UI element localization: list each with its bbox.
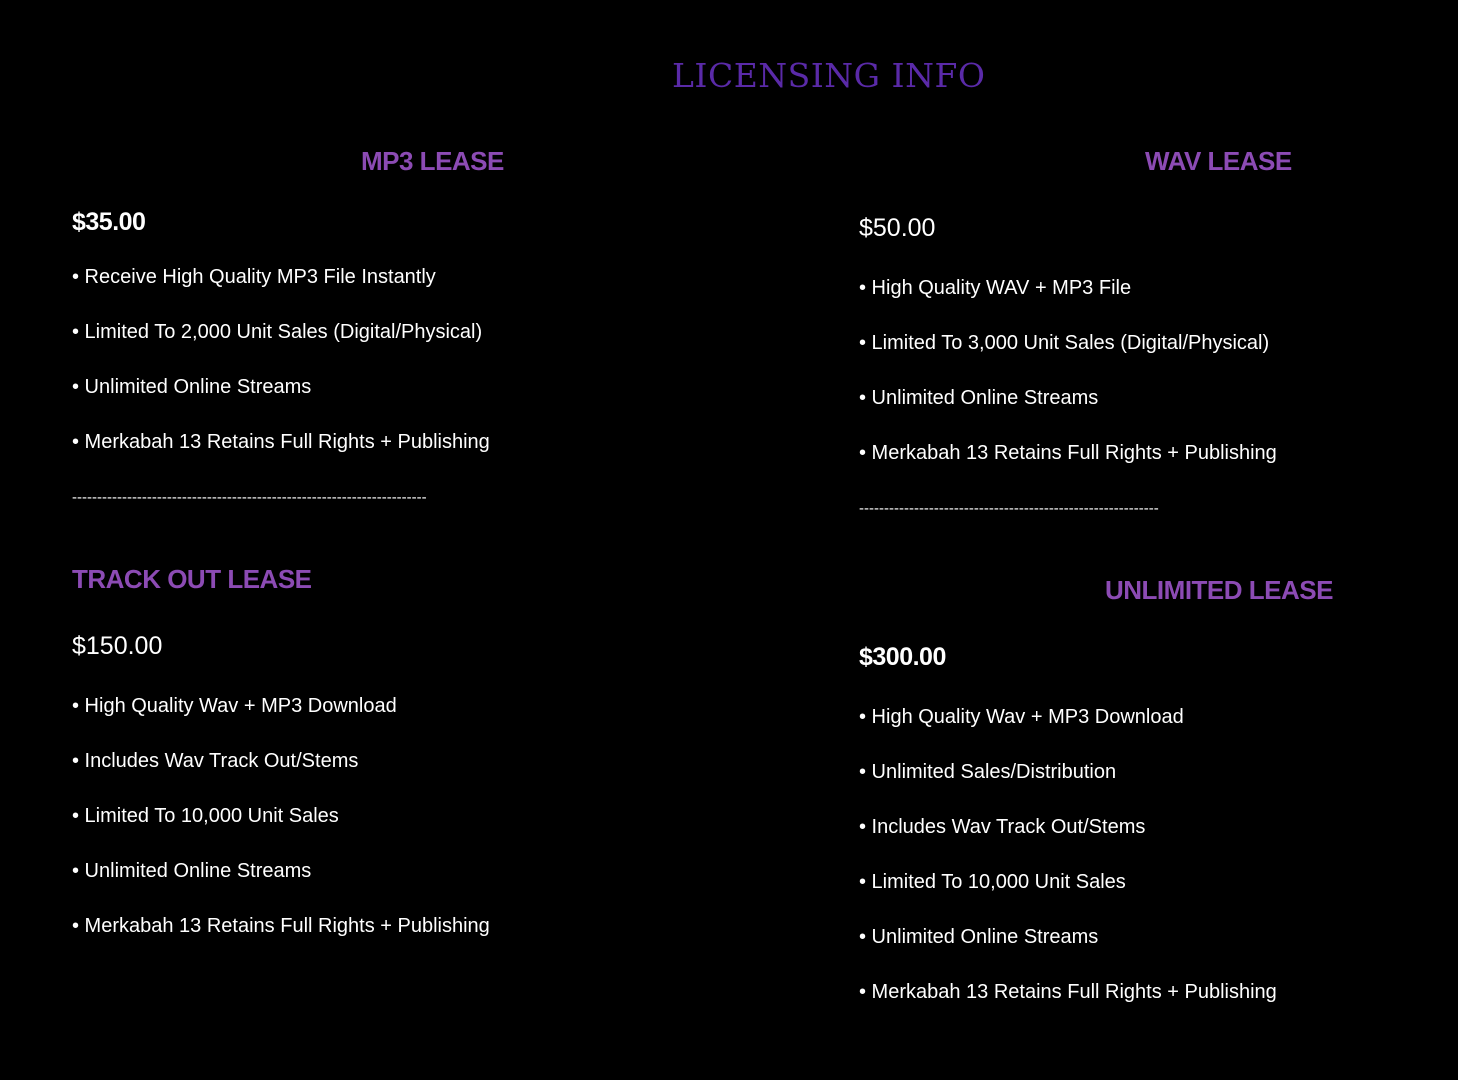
unlimited-lease-section <box>859 0 1419 1030</box>
wav-lease-price: $50.00 <box>859 214 936 242</box>
list-item: • High Quality Wav + MP3 Download <box>72 695 397 717</box>
list-item: • Unlimited Online Streams <box>72 376 312 398</box>
mp3-lease-price: $35.00 <box>72 208 146 236</box>
list-item: • Includes Wav Track Out/Stems <box>859 816 1146 838</box>
track-out-lease-heading: TRACK OUT LEASE <box>72 564 312 594</box>
track-out-lease-section <box>72 0 692 960</box>
track-out-lease-price: $150.00 <box>72 632 163 660</box>
list-item: • Receive High Quality MP3 File Instantly <box>72 266 436 288</box>
list-item: • Includes Wav Track Out/Stems <box>72 750 359 772</box>
list-item: • Unlimited Online Streams <box>72 860 312 882</box>
list-item: • Merkabah 13 Retains Full Rights + Publishing <box>72 915 490 937</box>
list-item: • Merkabah 13 Retains Full Rights + Publishing <box>72 431 490 453</box>
list-item: • Unlimited Online Streams <box>859 387 1099 409</box>
mp3-lease-divider: ----------------------------------------------------------------------- <box>72 489 427 506</box>
list-item: • Limited To 10,000 Unit Sales <box>859 871 1126 893</box>
wav-lease-heading: WAV LEASE <box>1145 146 1292 176</box>
list-item: • Unlimited Sales/Distribution <box>859 761 1117 783</box>
list-item: • Limited To 2,000 Unit Sales (Digital/Physical) <box>72 321 483 343</box>
unlimited-lease-heading: UNLIMITED LEASE <box>1105 575 1333 605</box>
list-item: • Limited To 3,000 Unit Sales (Digital/Physical) <box>859 332 1270 354</box>
list-item: • Limited To 10,000 Unit Sales <box>72 805 339 827</box>
list-item: • High Quality Wav + MP3 Download <box>859 706 1184 728</box>
mp3-lease-heading: MP3 LEASE <box>361 146 504 176</box>
list-item: • High Quality WAV + MP3 File <box>859 277 1132 299</box>
unlimited-lease-features <box>859 704 1277 1034</box>
unlimited-lease-price: $300.00 <box>859 643 946 671</box>
track-out-lease-features <box>72 693 490 968</box>
list-item: • Merkabah 13 Retains Full Rights + Publishing <box>859 442 1277 464</box>
list-item: • Unlimited Online Streams <box>859 926 1099 948</box>
wav-lease-divider: ------------------------------------------------------------ <box>859 500 1159 517</box>
page-title: LICENSING INFO <box>672 56 986 95</box>
list-item: • Merkabah 13 Retains Full Rights + Publishing <box>859 981 1277 1003</box>
